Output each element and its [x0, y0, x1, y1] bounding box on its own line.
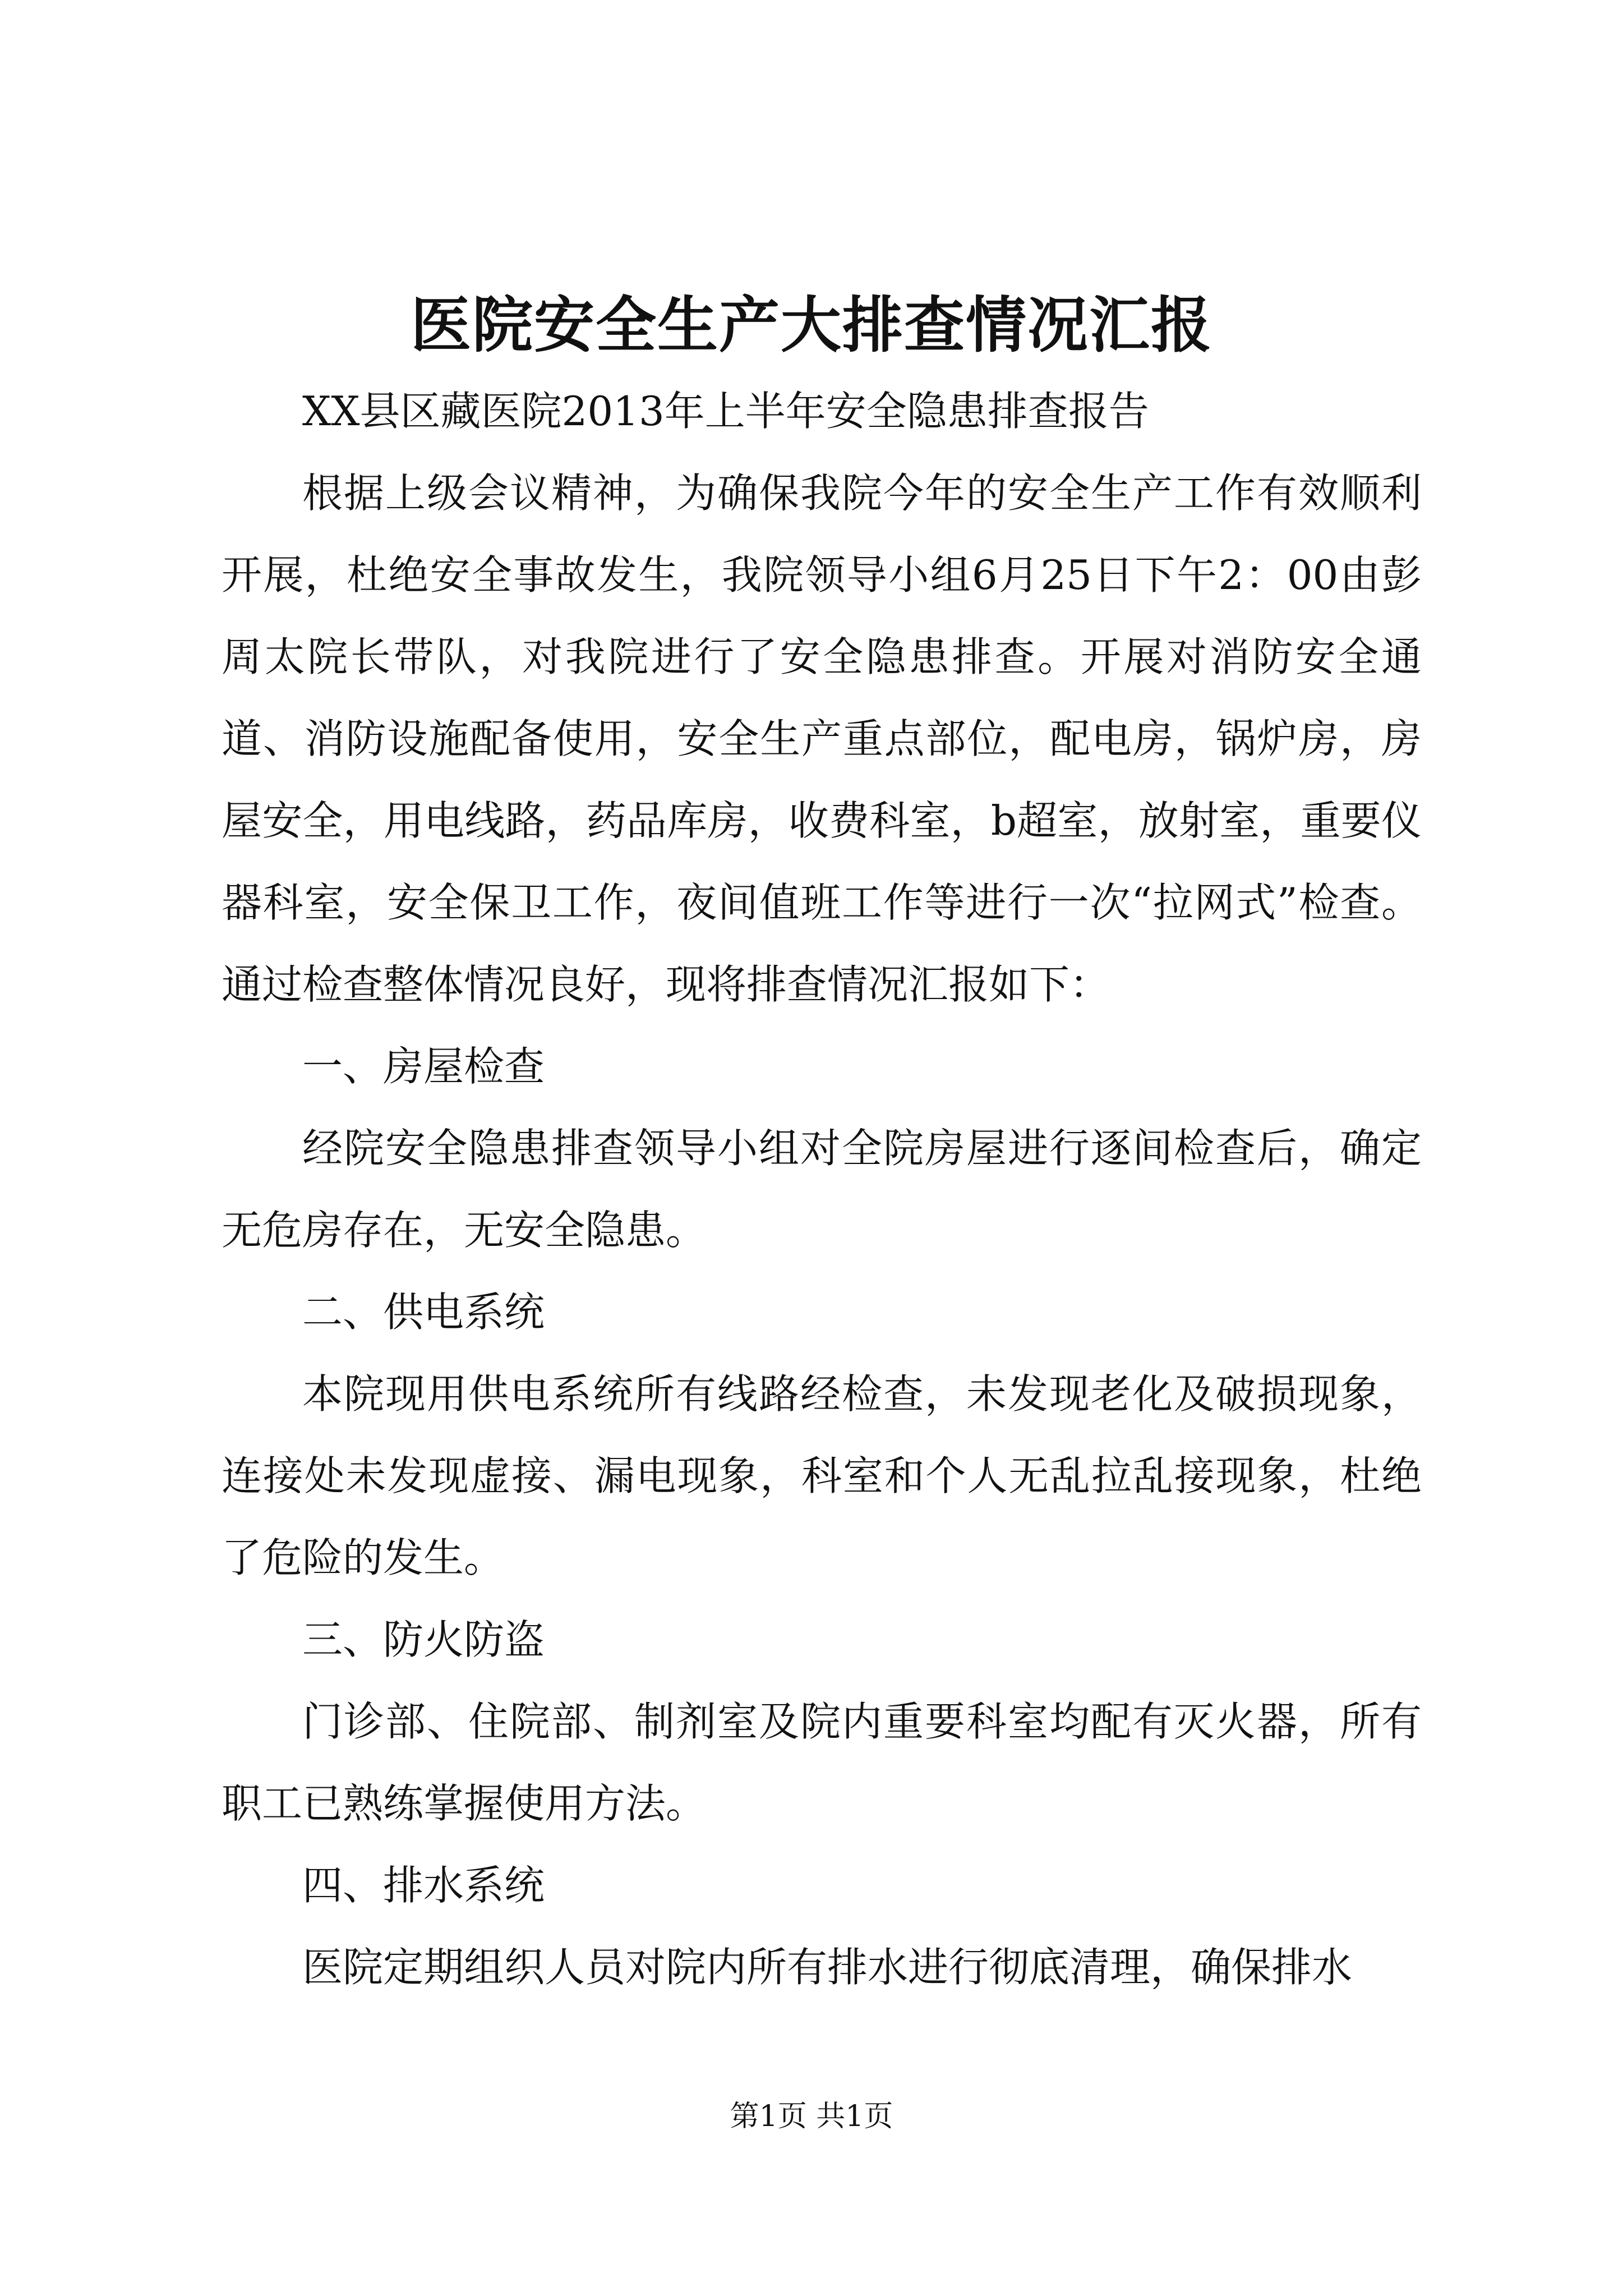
- intro-paragraph: 根据上级会议精神，为确保我院今年的安全生产工作有效顺利开展，杜绝安全事故发生，我院领导小组6月25日下午2：00由彭周太院长带队，对我院进行了安全隐患排查。开展对消防安全通道、消防设施配备使用，安全生产重点部位，配电房，锅炉房，房屋安全，用电线路，药品库房，收费科室，b超室，放射室，重要仪器科室，安全保卫工作，夜间值班工作等进行一次“拉网式”检查。通过检查整体情况良好，现将排查情况汇报如下：: [222, 470, 1422, 1008]
- page-footer: 第1页 共1页: [730, 2100, 893, 2133]
- section-heading-housing: 一、房屋检查: [302, 1043, 545, 1090]
- report-subtitle: XX县区藏医院2013年上半年安全隐患排查报告: [302, 388, 1149, 435]
- section-heading-power: 二、供电系统: [302, 1289, 545, 1336]
- section-heading-drainage: 四、排水系统: [302, 1862, 545, 1909]
- section-heading-fire: 三、防火防盗: [302, 1616, 545, 1663]
- housing-paragraph: 经院安全隐患排查领导小组对全院房屋进行逐间检查后，确定无危房存在，无安全隐患。: [222, 1125, 1422, 1254]
- power-paragraph: 本院现用供电系统所有线路经检查，未发现老化及破损现象，连接处未发现虚接、漏电现象，科室和个人无乱拉乱接现象，杜绝了危险的发生。: [222, 1370, 1422, 1581]
- document-body: [222, 370, 1422, 2008]
- drainage-paragraph: 医院定期组织人员对院内所有排水进行彻底清理，确保排水: [302, 1944, 1353, 1991]
- document-title: 医院安全生产大排查情况汇报: [410, 290, 1212, 361]
- fire-paragraph: 门诊部、住院部、制剂室及院内重要科室均配有灭火器，所有职工已熟练掌握使用方法。: [222, 1698, 1422, 1827]
